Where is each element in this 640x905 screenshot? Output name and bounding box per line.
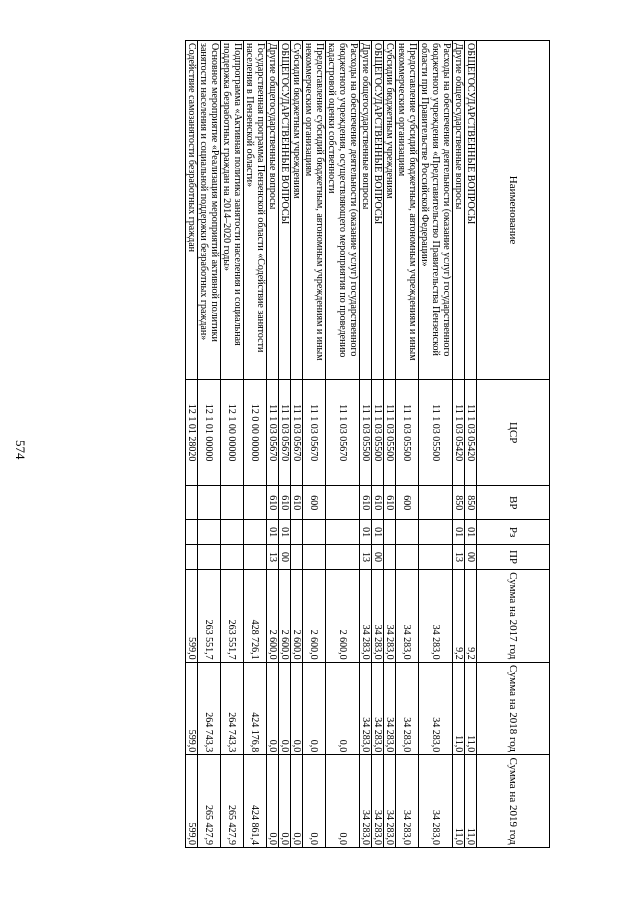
cell-csr: 11 1 03 05670 <box>326 380 360 486</box>
cell-name: Другие общегосударственные вопросы <box>453 41 465 380</box>
cell-pr: 13 <box>453 545 465 570</box>
table-row <box>396 41 419 848</box>
cell-rz <box>396 520 419 545</box>
cell-rz <box>198 520 221 545</box>
cell-rz: 01 <box>267 520 279 545</box>
cell-vr: 850 <box>465 486 477 520</box>
cell-y2017: 9,2 <box>465 569 477 662</box>
cell-csr: 11 1 03 05500 <box>372 380 384 486</box>
cell-rz <box>291 520 303 545</box>
cell-pr <box>326 545 360 570</box>
cell-y2017: 599,0 <box>186 569 198 662</box>
cell-y2017: 2 600,0 <box>303 569 326 662</box>
cell-vr: 610 <box>384 486 396 520</box>
cell-y2018: 34 283,0 <box>372 662 384 755</box>
cell-y2018: 34 283,0 <box>360 662 372 755</box>
cell-pr: 00 <box>372 545 384 570</box>
cell-y2018: 0,0 <box>291 662 303 755</box>
cell-csr: 11 1 03 05500 <box>419 380 453 486</box>
cell-vr <box>221 486 244 520</box>
cell-y2017: 34 283,0 <box>396 569 419 662</box>
cell-y2019: 34 283,0 <box>384 755 396 848</box>
table-row <box>244 41 267 848</box>
cell-y2019: 424 861,4 <box>244 755 267 848</box>
cell-name: Другие общегосударственные вопросы <box>360 41 372 380</box>
table-row <box>186 41 198 848</box>
cell-y2019: 34 283,0 <box>396 755 419 848</box>
cell-name: Предоставление субсидий бюджетным, автономным учреждениям и иным некоммерческим организациям <box>396 41 419 380</box>
cell-vr <box>419 486 453 520</box>
cell-csr: 11 1 03 05500 <box>396 380 419 486</box>
cell-y2018: 34 283,0 <box>419 662 453 755</box>
cell-csr: 11 1 03 05670 <box>303 380 326 486</box>
cell-y2018: 11,0 <box>465 662 477 755</box>
header-pr: ПР <box>477 545 550 570</box>
cell-pr <box>396 545 419 570</box>
cell-y2017: 2 600,0 <box>291 569 303 662</box>
cell-y2018: 0,0 <box>267 662 279 755</box>
cell-name: Основное мероприятие «Реализация мероприятий активной политики занятости населения и социальной поддержки безработных граждан» <box>198 41 221 380</box>
table-row <box>303 41 326 848</box>
cell-pr <box>384 545 396 570</box>
cell-vr: 610 <box>372 486 384 520</box>
cell-name: ОБЩЕГОСУДАРСТВЕННЫЕ ВОПРОСЫ <box>372 41 384 380</box>
table-row <box>279 41 291 848</box>
cell-y2019: 265 427,9 <box>198 755 221 848</box>
cell-csr: 11 1 03 05500 <box>384 380 396 486</box>
rotated-page <box>84 40 550 848</box>
cell-vr: 850 <box>453 486 465 520</box>
cell-y2018: 599,0 <box>186 662 198 755</box>
cell-y2018: 424 176,8 <box>244 662 267 755</box>
cell-csr: 11 1 03 05500 <box>360 380 372 486</box>
cell-csr: 12 1 01 28020 <box>186 380 198 486</box>
cell-csr: 11 1 03 05670 <box>291 380 303 486</box>
cell-y2019: 34 283,0 <box>372 755 384 848</box>
cell-csr: 11 1 03 05420 <box>465 380 477 486</box>
cell-pr <box>303 545 326 570</box>
cell-y2019: 11,0 <box>465 755 477 848</box>
cell-vr: 610 <box>291 486 303 520</box>
cell-csr: 11 1 03 05670 <box>279 380 291 486</box>
cell-name: Содействие самозанятости безработных граждан <box>186 41 198 380</box>
cell-rz: 01 <box>465 520 477 545</box>
header-2018: Сумма на 2018 год <box>477 662 550 755</box>
cell-vr: 610 <box>279 486 291 520</box>
table-row <box>372 41 384 848</box>
cell-y2017: 9,2 <box>453 569 465 662</box>
cell-name: ОБЩЕГОСУДАРСТВЕННЫЕ ВОПРОСЫ <box>279 41 291 380</box>
header-rz: Рз <box>477 520 550 545</box>
cell-rz <box>326 520 360 545</box>
cell-y2018: 34 283,0 <box>396 662 419 755</box>
cell-y2017: 34 283,0 <box>360 569 372 662</box>
cell-y2019: 0,0 <box>303 755 326 848</box>
cell-pr: 00 <box>465 545 477 570</box>
table-row <box>291 41 303 848</box>
cell-name: Субсидии бюджетным учреждениям <box>384 41 396 380</box>
cell-y2019: 34 283,0 <box>419 755 453 848</box>
header-2017: Сумма на 2017 год <box>477 569 550 662</box>
cell-csr: 11 1 03 05420 <box>453 380 465 486</box>
table-row <box>419 41 453 848</box>
cell-y2018: 264 743,3 <box>198 662 221 755</box>
cell-y2019: 11,0 <box>453 755 465 848</box>
cell-y2017: 2 600,0 <box>267 569 279 662</box>
table-row <box>198 41 221 848</box>
cell-y2018: 0,0 <box>326 662 360 755</box>
budget-table <box>185 40 550 848</box>
table-row <box>326 41 360 848</box>
cell-name: Предоставление субсидий бюджетным, автономным учреждениям и иным некоммерческим организациям <box>303 41 326 380</box>
header-name: Наименование <box>477 41 550 380</box>
cell-y2019: 0,0 <box>279 755 291 848</box>
cell-csr: 12 1 01 00000 <box>198 380 221 486</box>
cell-rz <box>419 520 453 545</box>
header-row <box>477 41 550 848</box>
cell-y2017: 34 283,0 <box>384 569 396 662</box>
cell-y2017: 34 283,0 <box>372 569 384 662</box>
cell-name: Расходы на обеспечение деятельности (оказание услуг) государственного бюджетного учреждения «Представительство Правительства Пензенской области при Правительстве Российской Федерации» <box>419 41 453 380</box>
cell-rz: 01 <box>279 520 291 545</box>
cell-y2017: 2 600,0 <box>326 569 360 662</box>
cell-pr <box>419 545 453 570</box>
cell-pr <box>221 545 244 570</box>
cell-y2018: 11,0 <box>453 662 465 755</box>
cell-y2018: 264 743,3 <box>221 662 244 755</box>
header-2019: Сумма на 2019 год <box>477 755 550 848</box>
cell-name: Расходы на обеспечение деятельности (оказание услуг) государственного бюджетного учреждения, осуществляющего мероприятия по проведению кадастровой оценки собственности <box>326 41 360 380</box>
cell-y2018: 0,0 <box>279 662 291 755</box>
cell-name: Подпрограмма «Активная политика занятости населения и социальная поддержка безработных граждан на 2014–2020 годы» <box>221 41 244 380</box>
table-row <box>453 41 465 848</box>
cell-y2019: 265 427,9 <box>221 755 244 848</box>
table-row <box>221 41 244 848</box>
cell-y2019: 0,0 <box>267 755 279 848</box>
page-number: 574 <box>13 440 28 460</box>
table-row <box>465 41 477 848</box>
table-row <box>360 41 372 848</box>
cell-pr: 13 <box>360 545 372 570</box>
cell-y2019: 34 283,0 <box>360 755 372 848</box>
header-csr: ЦСР <box>477 380 550 486</box>
cell-y2017: 263 551,7 <box>198 569 221 662</box>
cell-csr: 12 1 00 00000 <box>221 380 244 486</box>
cell-csr: 11 1 03 05670 <box>267 380 279 486</box>
cell-pr: 00 <box>279 545 291 570</box>
cell-vr: 600 <box>303 486 326 520</box>
cell-y2017: 34 283,0 <box>419 569 453 662</box>
cell-vr <box>244 486 267 520</box>
cell-rz: 01 <box>360 520 372 545</box>
cell-rz <box>221 520 244 545</box>
cell-vr: 610 <box>360 486 372 520</box>
cell-csr: 12 0 00 00000 <box>244 380 267 486</box>
table-row <box>267 41 279 848</box>
cell-name: Государственная программа Пензенской области «Содействие занятости населения в Пензенской области» <box>244 41 267 380</box>
cell-rz <box>303 520 326 545</box>
cell-pr <box>198 545 221 570</box>
cell-y2017: 2 600,0 <box>279 569 291 662</box>
cell-vr <box>198 486 221 520</box>
header-vr: ВР <box>477 486 550 520</box>
cell-y2019: 0,0 <box>326 755 360 848</box>
table-body <box>186 41 477 848</box>
cell-rz <box>186 520 198 545</box>
cell-y2017: 263 551,7 <box>221 569 244 662</box>
cell-vr: 600 <box>396 486 419 520</box>
cell-pr: 13 <box>267 545 279 570</box>
cell-rz <box>384 520 396 545</box>
cell-vr <box>326 486 360 520</box>
cell-pr <box>291 545 303 570</box>
cell-y2017: 428 726,1 <box>244 569 267 662</box>
cell-name: Субсидии бюджетным учреждениям <box>291 41 303 380</box>
cell-name: Другие общегосударственные вопросы <box>267 41 279 380</box>
cell-rz: 01 <box>372 520 384 545</box>
cell-y2018: 0,0 <box>303 662 326 755</box>
cell-pr <box>244 545 267 570</box>
cell-y2019: 0,0 <box>291 755 303 848</box>
cell-vr: 610 <box>267 486 279 520</box>
table-row <box>384 41 396 848</box>
cell-y2019: 599,0 <box>186 755 198 848</box>
cell-rz: 01 <box>453 520 465 545</box>
cell-vr <box>186 486 198 520</box>
cell-rz <box>244 520 267 545</box>
cell-name: ОБЩЕГОСУДАРСТВЕННЫЕ ВОПРОСЫ <box>465 41 477 380</box>
cell-y2018: 34 283,0 <box>384 662 396 755</box>
cell-pr <box>186 545 198 570</box>
